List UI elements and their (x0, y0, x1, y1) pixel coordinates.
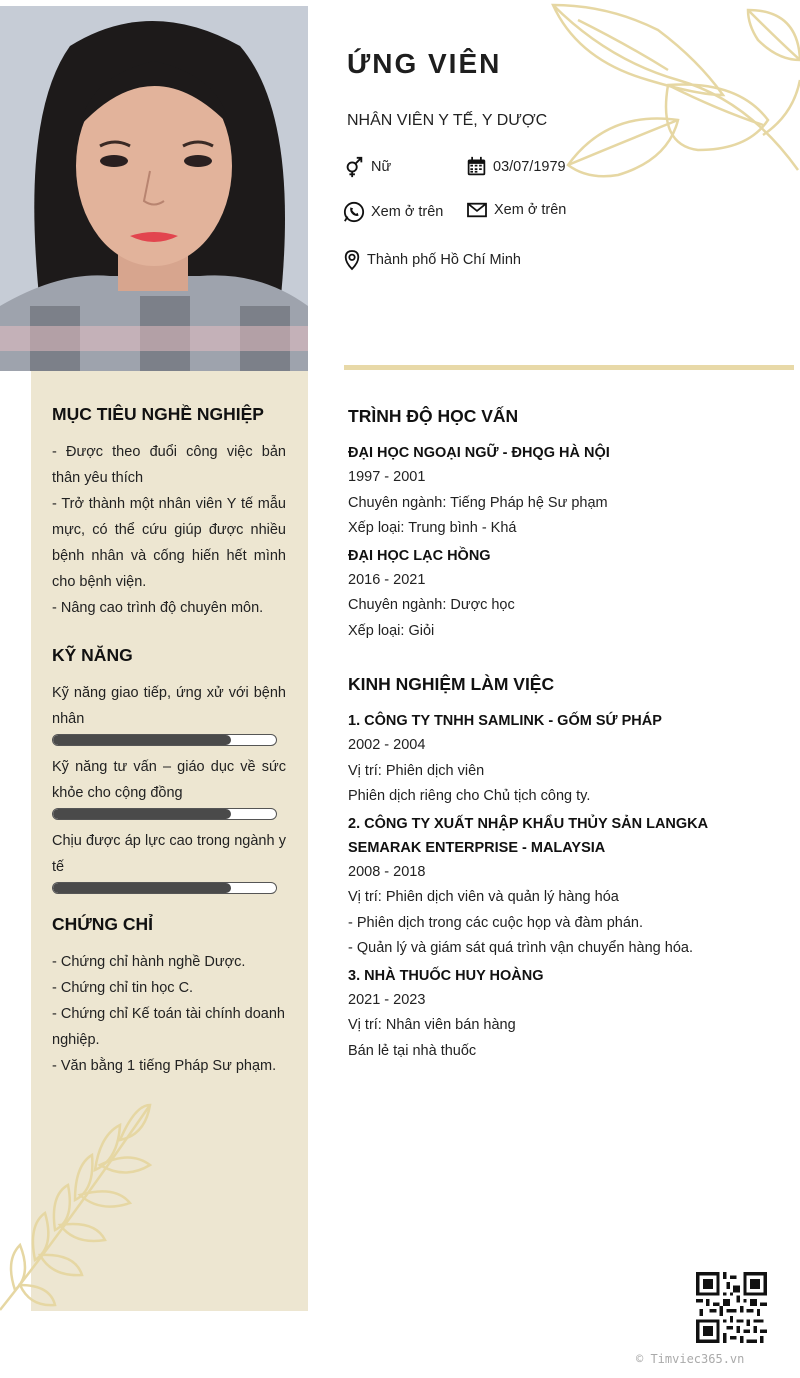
company-years: 2008 - 2018 (348, 863, 426, 880)
qr-code-icon (696, 1272, 767, 1343)
objective-line: - Nâng cao trình độ chuyên môn. (52, 600, 264, 616)
job-title: NHÂN VIÊN Y TẾ, Y DƯỢC (347, 112, 548, 129)
skill-item (52, 828, 286, 894)
experience-item (348, 709, 788, 810)
skill-item (52, 680, 286, 746)
school-grade: Xếp loại: Giỏi (348, 622, 435, 639)
location-pin-icon (343, 249, 361, 271)
birthday-info (466, 156, 566, 177)
experience-title: KINH NGHIỆM LÀM VIỆC (348, 674, 555, 694)
school-grade: Xếp loại: Trung bình - Khá (348, 520, 517, 536)
sidebar-content (52, 404, 286, 1079)
certificates-title: CHỨNG CHỈ (52, 914, 154, 934)
skill-bar-fill (53, 735, 231, 745)
company-years: 2021 - 2023 (348, 991, 426, 1008)
company-name: 2. CÔNG TY XUẤT NHẬP KHẨU THỦY SẢN LANGKA SEMARAK ENTERPRISE - MALAYSIA (348, 815, 708, 856)
school-major: Chuyên ngành: Tiếng Pháp hệ Sư phạm (348, 494, 608, 511)
skill-bar-fill (53, 809, 231, 819)
branch-decoration-icon (0, 1095, 160, 1315)
address-info (343, 249, 521, 271)
header (347, 48, 787, 268)
company-name: 1. CÔNG TY TNHH SAMLINK - GỐM SỨ PHÁP (348, 713, 662, 729)
experience-line: Vị trí: Phiên dịch viên và quản lý hàng hóa (348, 889, 619, 905)
certificate-line: - Văn bằng 1 tiếng Pháp Sư phạm. (52, 1058, 277, 1074)
school-major: Chuyên ngành: Dược học (348, 597, 515, 613)
skills-list (52, 680, 286, 894)
leaf-decoration-icon (548, 0, 800, 190)
school-name: ĐẠI HỌC NGOẠI NGỮ - ĐHQG HÀ NỘI (348, 445, 610, 461)
objective-line: - Được theo đuổi công việc bản thân yêu thích (52, 444, 286, 486)
email-icon (466, 201, 488, 219)
objective-line: - Trở thành một nhân viên Y tế mẫu mực, có thể cứu giúp được nhiều bệnh nhân và cống hiến hết mình cho bệnh viện. (52, 496, 286, 590)
skill-bar (52, 734, 277, 746)
experience-line: Phiên dịch riêng cho Chủ tịch công ty. (348, 788, 591, 804)
certificate-line: - Chứng chỉ hành nghề Dược. (52, 954, 246, 970)
certificates-list (52, 949, 286, 1079)
skill-item (52, 754, 286, 820)
education-list (348, 441, 788, 644)
certificate-line: - Chứng chỉ Kế toán tài chính doanh nghiệp. (52, 1006, 285, 1048)
experience-line: - Phiên dịch trong các cuộc họp và đàm phán. (348, 914, 644, 931)
objective-list (52, 439, 286, 621)
skill-bar (52, 808, 277, 820)
skill-label: Kỹ năng giao tiếp, ứng xử với bệnh nhân (52, 685, 286, 727)
skills-title: KỸ NĂNG (52, 645, 133, 665)
gender-icon (343, 156, 365, 178)
gender-info (343, 156, 391, 178)
experience-item (348, 964, 788, 1065)
skill-bar (52, 882, 277, 894)
header-divider (344, 365, 794, 370)
skill-bar-fill (53, 883, 231, 893)
education-item (348, 441, 788, 542)
candidate-name: ỨNG VIÊN (347, 48, 502, 79)
school-years: 2016 - 2021 (348, 571, 426, 588)
main-content (348, 406, 788, 1064)
experience-line: Vị trí: Nhân viên bán hàng (348, 1017, 516, 1033)
phone-icon (343, 201, 365, 223)
experience-item (348, 812, 788, 962)
birthday-value: 03/07/1979 (493, 158, 566, 175)
school-name: ĐẠI HỌC LẠC HỒNG (348, 547, 491, 564)
experience-line: Bán lẻ tại nhà thuốc (348, 1042, 477, 1059)
education-title: TRÌNH ĐỘ HỌC VẤN (348, 406, 519, 426)
skill-label: Chịu được áp lực cao trong ngành y tế (52, 833, 286, 875)
phone-value: Xem ở trên (371, 204, 444, 220)
school-years: 1997 - 2001 (348, 469, 426, 485)
objective-title: MỤC TIÊU NGHỀ NGHIỆP (52, 404, 264, 424)
experience-line: Vị trí: Phiên dịch viên (348, 762, 485, 779)
company-name: 3. NHÀ THUỐC HUY HOÀNG (348, 967, 544, 984)
email-info (466, 201, 566, 219)
experience-list (348, 709, 788, 1064)
copyright: © Timviec365.vn (636, 1352, 745, 1366)
gender-value: Nữ (371, 159, 392, 175)
education-item (348, 544, 788, 645)
profile-photo (0, 6, 308, 371)
skill-label: Kỹ năng tư vấn – giáo dục về sức khỏe cho cộng đồng (52, 759, 286, 801)
phone-info (343, 201, 443, 223)
certificate-line: - Chứng chỉ tin học C. (52, 980, 194, 996)
calendar-icon (466, 156, 487, 177)
company-years: 2002 - 2004 (348, 737, 426, 753)
email-value: Xem ở trên (494, 202, 567, 218)
address-value: Thành phố Hồ Chí Minh (367, 252, 521, 268)
experience-line: - Quản lý và giám sát quá trình vận chuyển hàng hóa. (348, 940, 693, 956)
